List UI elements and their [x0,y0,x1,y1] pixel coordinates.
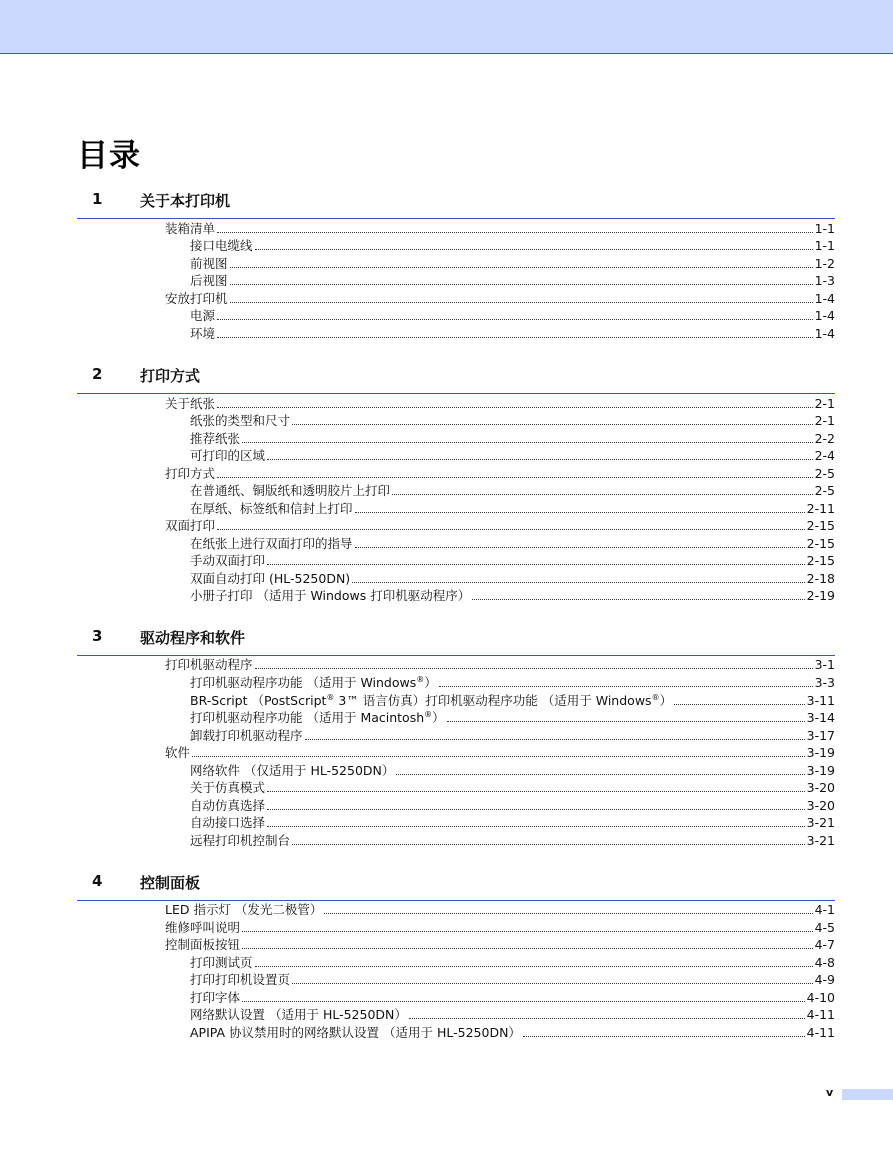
toc-entry[interactable] [190,571,835,587]
dot-leader [674,703,805,705]
toc-entry-text: 打印机驱动程序 [165,657,253,672]
toc-page-number: 3-3 [814,675,835,690]
dot-leader [267,825,805,827]
toc-entry-text: 关于仿真模式 [190,780,266,795]
toc-entry[interactable] [165,745,835,761]
header-band [0,0,893,54]
toc-entry[interactable] [165,657,835,673]
dot-leader [352,581,804,583]
dot-leader [447,720,805,722]
toc-page-number: 3-1 [814,657,835,672]
toc-entry-text: 手动双面打印 [190,553,266,568]
toc-entry[interactable] [190,308,835,324]
dot-leader [217,231,813,233]
toc-page-number: 4-1 [814,902,835,917]
toc-entry[interactable] [190,536,835,552]
dot-leader [267,563,805,565]
toc-page-number: 4-10 [806,990,835,1005]
toc-entry-text: 打印打印机设置页 [190,972,291,987]
toc-entry[interactable] [165,291,835,307]
toc-entry-text: 安放打印机 [165,291,228,306]
dot-leader [242,930,813,932]
toc-page-number: 2-15 [806,518,835,533]
toc-entry[interactable] [190,256,835,272]
chapter-title: 打印方式 [140,367,201,385]
toc-page-number: 2-11 [806,501,835,516]
dot-leader [324,912,812,914]
toc-page-number: 4-11 [806,1007,835,1022]
toc-entry-text: LED 指示灯 （发光二极管） [165,902,323,917]
toc-entry[interactable] [190,955,835,971]
toc-entry-text: 在厚纸、标签纸和信封上打印 [190,501,353,516]
dot-leader [217,318,813,320]
toc-page-number: 2-1 [814,413,835,428]
toc-page-number: 1-1 [814,238,835,253]
chapter-title: 控制面板 [140,874,201,892]
dot-leader [396,773,804,775]
dot-leader [242,1000,805,1002]
chapter-heading-1[interactable] [77,190,835,219]
toc-entry[interactable] [190,833,835,849]
dot-leader [267,790,805,792]
chapter-number: 2 [92,365,103,383]
toc-entry[interactable] [165,221,835,237]
toc-page-number: 2-1 [814,396,835,411]
chapter-heading-2[interactable] [77,365,835,394]
toc-entry-text: 在普通纸、铜版纸和透明胶片上打印 [190,483,391,498]
toc-entry-text: 纸张的类型和尺寸 [190,413,291,428]
toc-entry[interactable] [190,501,835,517]
toc-entry-text: 打印测试页 [190,955,253,970]
dot-leader [217,336,813,338]
toc-entry-text: 环境 [190,326,216,341]
dot-leader [242,441,813,443]
dot-leader [255,667,813,669]
toc-page-number: 4-11 [806,1025,835,1040]
toc-entry[interactable] [190,448,835,464]
dot-leader [292,843,805,845]
dot-leader [267,458,813,460]
toc-page-number: 3-17 [806,728,835,743]
toc-entry[interactable] [190,798,835,814]
toc-entry-text: 双面打印 [165,518,216,533]
page-title: 目录 [77,138,141,174]
chapter-heading-4[interactable] [77,872,835,901]
chapter-number: 4 [92,872,103,890]
toc-entry-text: BR-Script （PostScript® 3™ 语言仿真）打印机驱动程序功能 （适用于 Windows®） [190,692,673,708]
toc-page-number: 1-4 [814,291,835,306]
toc-entry-text: 控制面板按钮 [165,937,241,952]
toc-page-number: 1-4 [814,308,835,323]
toc-page-number: 2-18 [806,571,835,586]
toc-entry-text: 装箱清单 [165,221,216,236]
toc-entry[interactable] [165,902,835,918]
dot-leader [305,738,805,740]
chapter-heading-3[interactable] [77,627,835,656]
dot-leader [292,982,813,984]
toc-entry-text: 推荐纸张 [190,431,241,446]
dot-leader [472,598,804,600]
toc-page-number: 1-3 [814,273,835,288]
dot-leader [523,1035,805,1037]
toc-entry[interactable] [190,780,835,796]
dot-leader [439,685,813,687]
toc-page-number: 3-19 [806,745,835,760]
dot-leader [217,476,813,478]
page-number: v [826,1086,834,1099]
toc-entry-text: 打印机驱动程序功能 （适用于 Windows®） [190,674,437,690]
toc-entry-text: 维修呼叫说明 [165,920,241,935]
dot-leader [255,965,813,967]
toc-page-number: 3-20 [806,780,835,795]
toc-page-number: 2-15 [806,536,835,551]
toc-page-number: 4-5 [814,920,835,935]
toc-entry-text: 电源 [190,308,216,323]
toc-page-number: 2-15 [806,553,835,568]
toc-entry[interactable] [165,920,835,936]
toc-entry-text: 网络默认设置 （适用于 HL-5250DN） [190,1007,407,1022]
toc-entry-text: 前视图 [190,256,228,271]
toc-entry[interactable] [190,273,835,289]
dot-leader [230,301,813,303]
chapter-title: 关于本打印机 [140,192,231,210]
toc-entry-text: 接口电缆线 [190,238,253,253]
dot-leader [217,528,805,530]
toc-page-number: 3-20 [806,798,835,813]
dot-leader [392,493,813,495]
toc-entry[interactable] [190,413,835,429]
dot-leader [409,1017,805,1019]
toc-entry[interactable] [190,675,835,691]
toc-entry[interactable] [190,588,835,604]
toc-page-number: 3-21 [806,815,835,830]
dot-leader [230,283,813,285]
toc-entry-text: 自动仿真选择 [190,798,266,813]
toc-entry[interactable] [190,483,835,499]
toc-page-number: 4-7 [814,937,835,952]
toc-entry-text: 打印字体 [190,990,241,1005]
toc-page-number: 4-9 [814,972,835,987]
toc-entry-text: 自动接口选择 [190,815,266,830]
chapter-number: 3 [92,627,103,645]
toc-entry[interactable] [190,1007,835,1023]
toc-page-number: 3-19 [806,763,835,778]
dot-leader [267,808,805,810]
toc-entry-text: 关于纸张 [165,396,216,411]
toc-page-number: 1-2 [814,256,835,271]
dot-leader [230,266,813,268]
toc-entry-text: 软件 [165,745,191,760]
toc-page-number: 4-8 [814,955,835,970]
toc-entry[interactable] [165,396,835,412]
toc-page-number: 2-4 [814,448,835,463]
toc-entry[interactable] [165,937,835,953]
toc-entry[interactable] [190,693,835,709]
toc-entry[interactable] [190,1025,835,1041]
corner-tab [842,1089,893,1100]
toc-entry-text: APIPA 协议禁用时的网络默认设置 （适用于 HL-5250DN） [190,1025,521,1040]
toc-entry[interactable] [190,238,835,254]
toc-page-number: 2-19 [806,588,835,603]
dot-leader [355,511,805,513]
toc-entry[interactable] [190,553,835,569]
toc-entry-text: 可打印的区域 [190,448,266,463]
toc-entry[interactable] [190,728,835,744]
toc-entry[interactable] [190,990,835,1006]
toc-page-number: 2-2 [814,431,835,446]
toc-page-number: 2-5 [814,466,835,481]
toc-page-number: 3-11 [806,693,835,708]
toc-entry-text: 网络软件 （仅适用于 HL-5250DN） [190,763,395,778]
toc-entry-text: 小册子打印 （适用于 Windows 打印机驱动程序） [190,588,471,603]
toc-entry[interactable] [190,326,835,342]
chapter-title: 驱动程序和软件 [140,629,246,647]
toc-entry[interactable] [190,431,835,447]
toc-entry[interactable] [190,763,835,779]
toc-page-number: 3-14 [806,710,835,725]
toc-page-number: 3-21 [806,833,835,848]
dot-leader [292,423,813,425]
toc-entry-text: 远程打印机控制台 [190,833,291,848]
toc-entry-text: 在纸张上进行双面打印的指导 [190,536,353,551]
dot-leader [217,406,813,408]
dot-leader [242,947,813,949]
toc-entry[interactable] [190,710,835,726]
toc-entry[interactable] [165,466,835,482]
toc-page-number: 1-4 [814,326,835,341]
toc-entry[interactable] [190,972,835,988]
toc-page-number: 1-1 [814,221,835,236]
chapter-number: 1 [92,190,103,208]
toc-entry-text: 双面自动打印 (HL-5250DN) [190,571,351,586]
dot-leader [192,755,805,757]
toc-entry-text: 卸载打印机驱动程序 [190,728,303,743]
toc-entry-text: 打印机驱动程序功能 （适用于 Macintosh®） [190,709,445,725]
toc-entry[interactable] [190,815,835,831]
dot-leader [355,546,805,548]
toc-entry-text: 后视图 [190,273,228,288]
dot-leader [255,248,813,250]
toc-entry[interactable] [165,518,835,534]
toc-page-number: 2-5 [814,483,835,498]
toc-entry-text: 打印方式 [165,466,216,481]
